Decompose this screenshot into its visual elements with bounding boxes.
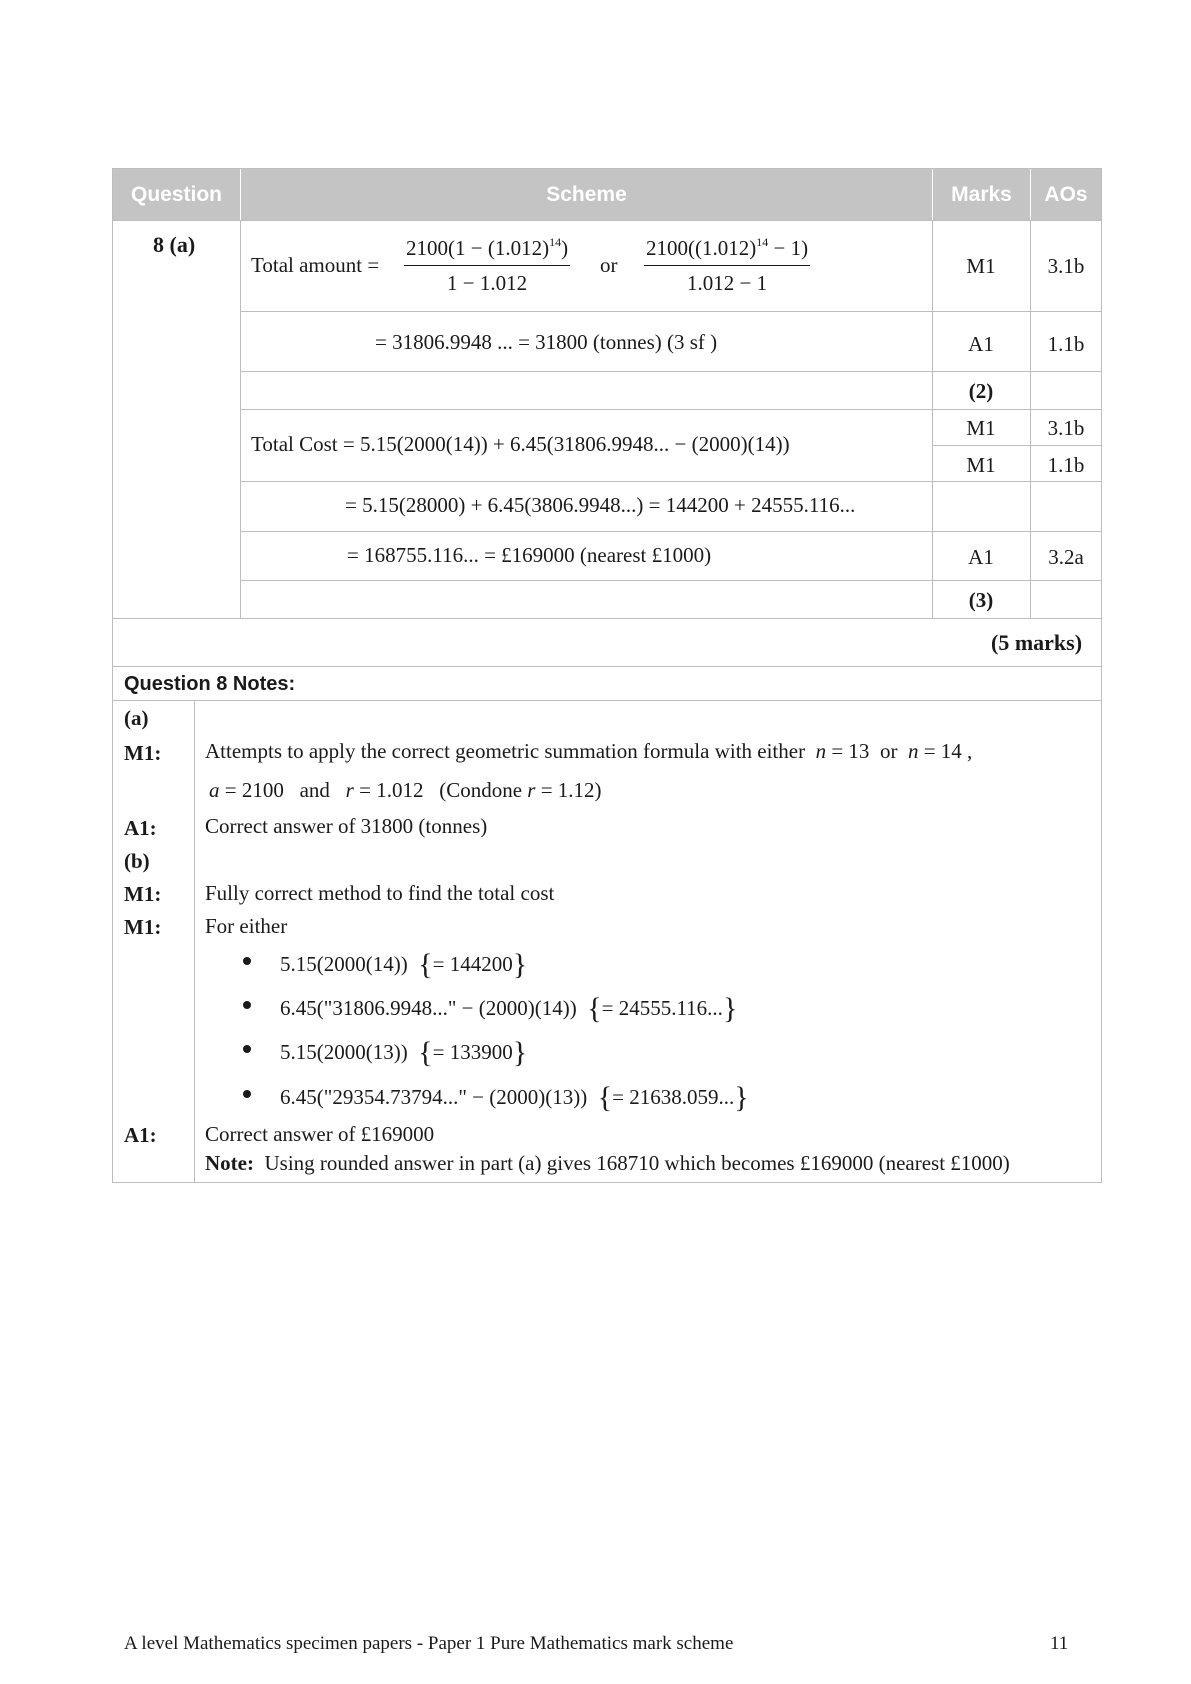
bullet-marker [243,1045,251,1053]
notes-m1-text: Attempts to apply the correct geometric summation formula with either n = 13 or n = 14 , [205,739,973,763]
page-number: 11 [1050,1633,1069,1654]
notes-bm1-text: Fully correct method to find the total cost [205,881,555,905]
bullet-marker [243,1090,251,1098]
row4-ao1: 3.1b [1047,416,1085,440]
bullet-item-4: 6.45("29354.73794..." − (2000)(13)) {= 21638.059...} [280,1081,749,1114]
row6-ao: 3.2a [1048,545,1084,569]
notes-m1-text-2: a = 2100 and r = 1.012 (Condone r = 1.12) [209,778,602,802]
bullet-item-1: 5.15(2000(14)) {= 144200} [280,948,528,981]
notes-a1-text: Correct answer of 31800 (tonnes) [205,814,488,838]
question-label: 8 (a) [153,232,196,257]
row2-text: = 31806.9948 ... = 31800 (tonnes) (3 sf ) [375,330,718,354]
bullet-item-3: 5.15(2000(13)) {= 133900} [280,1036,528,1069]
header-marks: Marks [933,169,1030,221]
bullet-marker [243,957,251,965]
row4-text: Total Cost = 5.15(2000(14)) + 6.45(31806.9948... − (2000)(14)) [251,432,790,456]
header-aos: AOs [1031,169,1101,221]
bullet-marker [243,1001,251,1009]
row7-mark: (3) [968,588,994,612]
row5-text: = 5.15(28000) + 6.45(3806.9948...) = 144200 + 24555.116... [345,493,856,517]
row1-or: or [600,253,618,277]
row1-ao: 3.1b [1047,254,1085,278]
row1-fraction-1: $\frac{2100(1 - (1.012)^{14})}{1 - 1.012}$ [406,235,569,295]
row4-ao2: 1.1b [1047,453,1085,477]
row1-prefix: Total amount = [251,253,380,277]
bullet-item-2: 6.45("31806.9948..." − (2000)(14)) {= 24555.116...} [280,992,738,1025]
row1-mark: M1 [966,254,996,278]
header-question: Question [113,169,240,221]
row6-text: = 168755.116... = £169000 (nearest £1000) [347,543,712,567]
row6-mark: A1 [968,545,994,569]
total-marks: (5 marks) [991,630,1083,655]
notes-note: Note: Using rounded answer in part (a) gives 168710 which becomes £169000 (nearest £1000) [205,1151,1010,1175]
footer-text: A level Mathematics specimen papers - Paper 1 Pure Mathematics mark scheme [124,1633,734,1654]
row3-mark: (2) [968,379,994,403]
row1-fraction-2: $\frac{2100((1.012)^{14} - 1)}{1.012 - 1}$ [646,235,809,295]
notes-b-label: (b) [124,849,150,873]
header-scheme: Scheme [241,169,932,221]
row2-mark: A1 [968,332,994,356]
row4-mark1: M1 [966,416,996,440]
notes-title: Question 8 Notes: [124,673,296,695]
notes-ba1-text: Correct answer of £169000 [205,1122,435,1146]
notes-m1-label: M1: [124,741,162,765]
row2-ao: 1.1b [1047,332,1085,356]
notes-a-label: (a) [124,706,149,730]
row4-mark2: M1 [966,453,996,477]
notes-bm2-label: M1: [124,915,162,939]
notes-bm2-text: For either [205,914,288,938]
notes-ba1-label: A1: [124,1123,157,1147]
notes-a1-label: A1: [124,816,157,840]
notes-bm1-label: M1: [124,882,162,906]
